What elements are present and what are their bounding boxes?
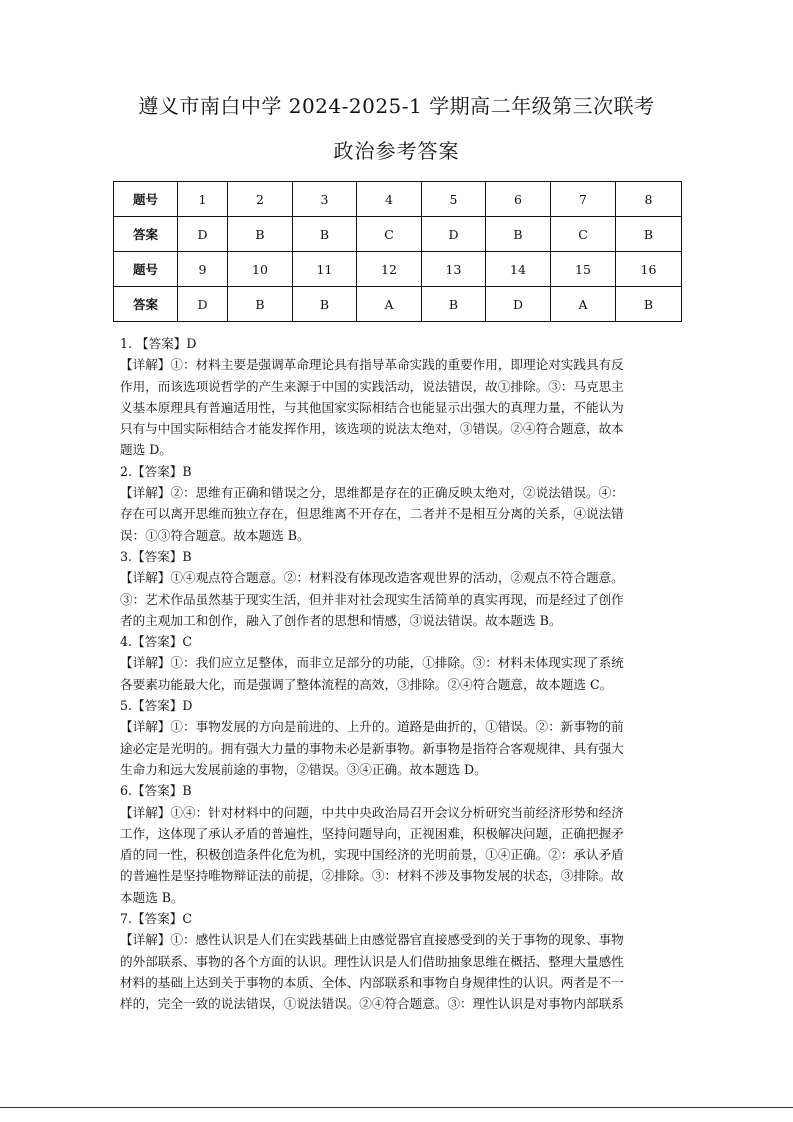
row-header-cell: 题号 [114, 252, 178, 287]
table-cell: B [422, 287, 486, 322]
explanation-line: 【详解】①：材料主要是强调革命理论具有指导革命实践的重要作用，即理论对实践具有反 [120, 357, 624, 373]
answer-row [114, 287, 682, 322]
table-cell: A [551, 287, 616, 322]
explanation-line: 【详解】①④观点符合题意。②：材料没有体现改造客观世界的活动，②观点不符合题意。 [120, 570, 624, 586]
document-title: 遵义市南白中学 2024-2025-1 学期高二年级第三次联考 [138, 94, 655, 118]
answer-heading: 1. 【答案】D [120, 336, 197, 351]
explanation-line: 本题选 B。 [120, 889, 184, 905]
explanation-line: 的普遍性是坚持唯物辩证法的前提，②排除。③：材料不涉及事物发展的状态，③排除。故 [120, 868, 624, 884]
explanation-line: 的外部联系、事物的各个方面的认识。理性认识是人们借助抽象思维在概括、整理大量感性 [120, 953, 624, 969]
answer-heading: 2.【答案】B [120, 463, 192, 479]
explanation-line: 义基本原理具有普遍适用性，与其他国家实际相结合也能显示出强大的真理力量，不能认为 [120, 399, 624, 415]
table-cell: 5 [422, 182, 486, 217]
explanation-line: 各要素功能最大化，而是强调了整体流程的高效，③排除。②④符合题意，故本题选 C。 [120, 676, 613, 692]
row-header-cell: 题号 [114, 182, 178, 217]
explanation-line: 生命力和远大发展前途的事物，②错误。③④正确。故本题选 D。 [120, 761, 487, 777]
table-cell: B [293, 287, 357, 322]
table-cell: 15 [551, 252, 616, 287]
table-cell: 12 [357, 252, 422, 287]
table-cell: D [422, 217, 486, 252]
table-cell: A [357, 287, 422, 322]
explanation-line: 只有与中国实际相结合才能发挥作用，该选项的说法太绝对，③错误。②④符合题意，故本 [120, 421, 624, 437]
table-cell: 2 [228, 182, 293, 217]
table-cell: 7 [551, 182, 616, 217]
answer-row [114, 217, 682, 252]
table-cell: D [178, 287, 228, 322]
explanation-line: 【详解】①：事物发展的方向是前进的、上升的。道路是曲折的，①错误。②：新事物的前 [120, 719, 624, 735]
explanation-line: 材料的基础上达到关于事物的本质、全体、内部联系和事物自身规律性的认识。两者是不一 [120, 974, 624, 990]
explanation-line: 途必定是光明的。拥有强大力量的事物未必是新事物。新事物是指符合客观规律、具有强大 [120, 740, 624, 756]
table-cell: D [178, 217, 228, 252]
row-header-cell: 答案 [114, 287, 178, 322]
explanation-line: 误：①③符合题意。故本题选 B。 [120, 527, 310, 543]
answer-table-body [114, 182, 682, 322]
table-cell: B [228, 287, 293, 322]
explanation-line: 者的主观加工和创作，融入了创作者的思想和情感，③说法错误。故本题选 B。 [120, 612, 562, 628]
question-number-row [114, 252, 682, 287]
explanation-line: 【详解】①：我们应立足整体，而非立足部分的功能，①排除。③：材料未体现实现了系统 [120, 655, 624, 671]
table-cell: B [228, 217, 293, 252]
explanation-line: 作用，而该选项说哲学的产生来源于中国的实践活动，说法错误，故①排除。③：马克思主 [120, 378, 624, 394]
explanation-line: 【详解】①④：针对材料中的问题，中共中央政治局召开会议分析研究当前经济形势和经济 [120, 804, 624, 820]
explanation-line: 样的，完全一致的说法错误，①说法错误。②④符合题意。③：理性认识是对事物内部联系 [120, 996, 624, 1012]
table-cell: 10 [228, 252, 293, 287]
question-number-row [114, 182, 682, 217]
explanation-line: ③：艺术作品虽然基于现实生活，但并非对社会现实生活简单的真实再现，而是经过了创作 [120, 591, 624, 607]
document-subtitle: 政治参考答案 [333, 139, 460, 163]
table-cell: 13 [422, 252, 486, 287]
table-cell: 11 [293, 252, 357, 287]
table-cell: 9 [178, 252, 228, 287]
explanation-line: 题选 D。 [120, 442, 172, 458]
answer-heading: 5.【答案】D [120, 698, 193, 714]
table-cell: 8 [616, 182, 682, 217]
explanation-line: 存在可以离开思维而独立存在，但思维离不开存在，二者并不是相互分离的关系，④说法错 [120, 506, 624, 522]
page-bottom-rule [0, 1107, 793, 1108]
table-cell: D [486, 287, 551, 322]
table-cell: B [293, 217, 357, 252]
explanation-line: 工作，这体现了承认矛盾的普遍性，坚持问题导向，正视困难，积极解决问题，正确把握矛 [120, 825, 624, 841]
answer-heading: 3.【答案】B [120, 548, 192, 564]
table-cell: 14 [486, 252, 551, 287]
answer-heading: 6.【答案】B [120, 783, 192, 799]
table-cell: C [551, 217, 616, 252]
table-cell: 6 [486, 182, 551, 217]
answer-heading: 7.【答案】C [120, 911, 193, 927]
table-cell: B [616, 217, 682, 252]
table-cell: 3 [293, 182, 357, 217]
explanation-line: 【详解】②：思维有正确和错误之分，思维都是存在的正确反映太绝对，②说法错误。④： [120, 485, 624, 501]
table-cell: 1 [178, 182, 228, 217]
table-cell: 4 [357, 182, 422, 217]
table-cell: B [486, 217, 551, 252]
table-cell: C [357, 217, 422, 252]
table-cell: B [616, 287, 682, 322]
answer-heading: 4.【答案】C [120, 634, 193, 650]
explanation-line: 盾的同一性，积极创造条件化危为机，实现中国经济的光明前景，①④正确。②：承认矛盾 [120, 847, 624, 863]
explanation-line: 【详解】①：感性认识是人们在实践基础上由感觉器官直接感受到的关于事物的现象、事物 [120, 932, 624, 948]
row-header-cell: 答案 [114, 217, 178, 252]
explanations [120, 333, 680, 1015]
table-cell: 16 [616, 252, 682, 287]
answer-table [113, 181, 682, 322]
